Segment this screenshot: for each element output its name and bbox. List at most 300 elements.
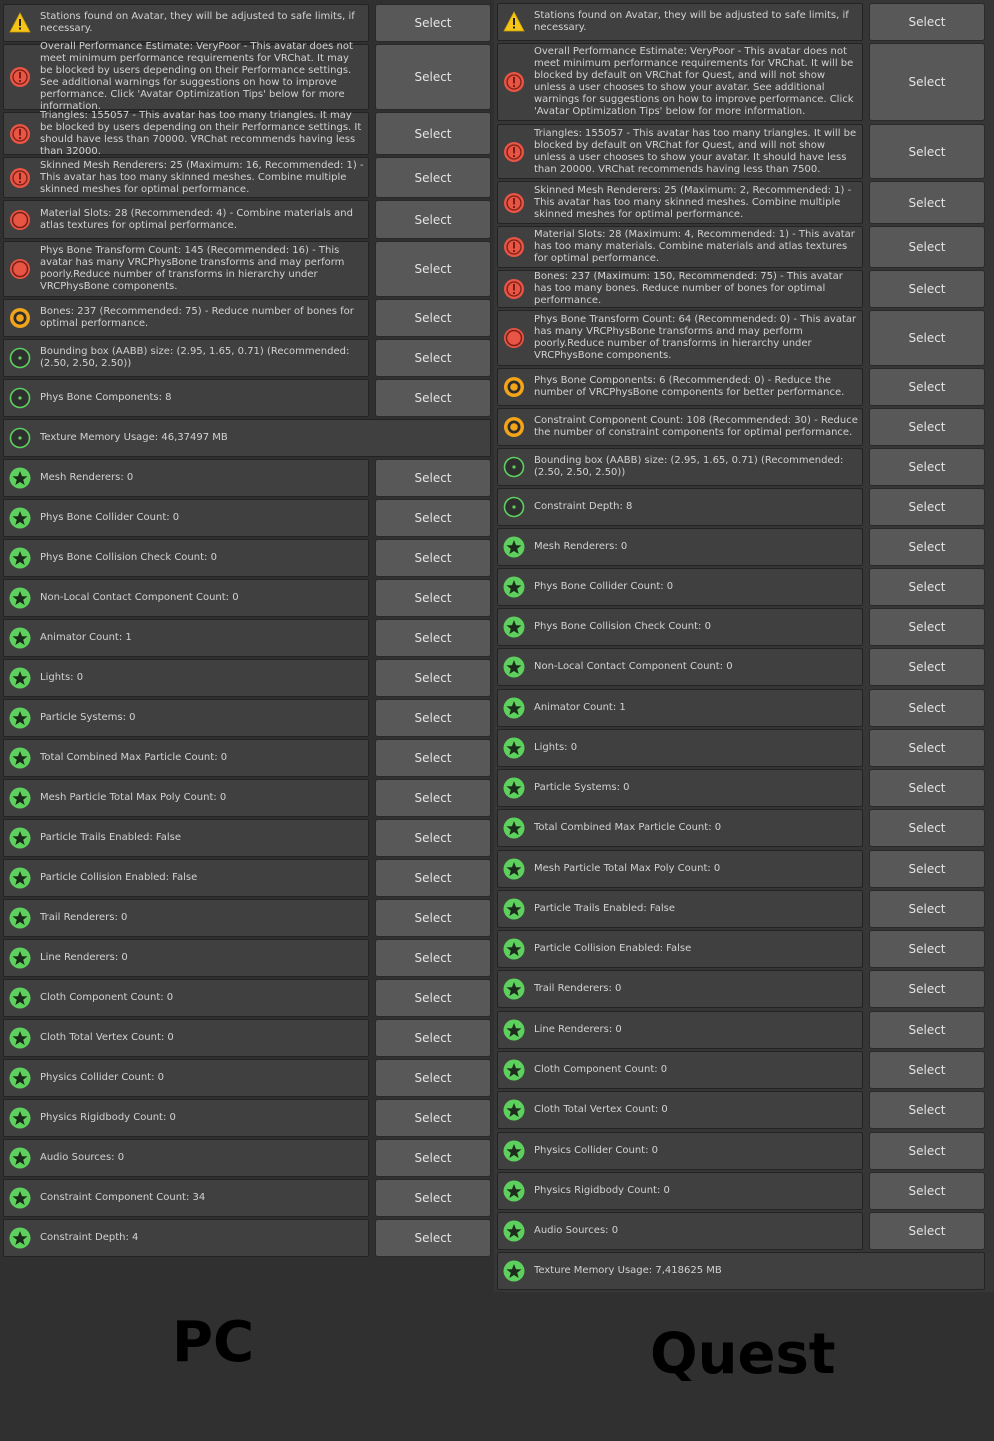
perf-message (497, 890, 863, 928)
perf-row (0, 819, 494, 857)
perf-row (494, 608, 994, 646)
perf-row (0, 1179, 494, 1217)
perf-message (497, 1051, 863, 1089)
perf-message-text: Physics Rigidbody Count: 0 (40, 1112, 176, 1123)
medium-dot-icon (9, 307, 31, 329)
excellent-star-icon (9, 667, 31, 689)
perf-message-text: Skinned Mesh Renderers: 25 (Maximum: 2, Recommended: 1) - This avatar has too many skinned meshes. Combine multiple skinned meshes for optimal performance. (534, 184, 852, 220)
quest-performance-panel (494, 0, 994, 1292)
perf-message-text: Cloth Component Count: 0 (40, 992, 174, 1003)
perf-row (494, 528, 994, 566)
select-button[interactable]: Select (869, 181, 985, 224)
perf-message (3, 1179, 369, 1217)
select-button[interactable]: Select (869, 226, 985, 268)
perf-row (0, 4, 494, 42)
good-ring-icon (9, 347, 31, 369)
perf-message (3, 859, 369, 897)
perf-row (494, 970, 994, 1008)
error-exclamation-icon (503, 141, 525, 163)
perf-row (0, 241, 494, 297)
perf-message (3, 619, 369, 657)
select-button[interactable]: Select (869, 1132, 985, 1170)
perf-row (494, 448, 994, 486)
perf-row (494, 1252, 994, 1290)
perf-row (0, 157, 494, 198)
perf-message (3, 899, 369, 937)
select-button[interactable]: Select (375, 1019, 491, 1057)
perf-message (3, 299, 369, 337)
select-button[interactable]: Select (869, 729, 985, 767)
perf-row (494, 809, 994, 847)
select-button[interactable]: Select (869, 890, 985, 928)
excellent-star-icon (9, 467, 31, 489)
perf-message (497, 809, 863, 847)
warning-icon (503, 11, 525, 33)
perf-row (494, 689, 994, 727)
perf-message (3, 1139, 369, 1177)
perf-message (497, 528, 863, 566)
excellent-star-icon (9, 507, 31, 529)
excellent-star-icon (9, 1227, 31, 1249)
perf-row (494, 890, 994, 928)
perf-message-text: Particle Collision Enabled: False (534, 943, 692, 954)
perf-message-text: Particle Systems: 0 (40, 712, 136, 723)
perf-message-text: Line Renderers: 0 (40, 952, 128, 963)
perf-row (0, 459, 494, 497)
perf-message (3, 1059, 369, 1097)
perf-message (497, 769, 863, 807)
select-button[interactable]: Select (869, 1051, 985, 1089)
perf-message-text: Phys Bone Components: 6 (Recommended: 0) - Reduce the number of VRCPhysBone components for better performance. (534, 375, 845, 398)
perf-message (3, 739, 369, 777)
excellent-star-icon (9, 1187, 31, 1209)
excellent-star-icon (9, 707, 31, 729)
perf-message (497, 729, 863, 767)
perf-message-text: Phys Bone Collider Count: 0 (534, 581, 674, 592)
select-button[interactable]: Select (375, 1219, 491, 1257)
excellent-star-icon (9, 907, 31, 929)
select-button[interactable]: Select (869, 1011, 985, 1049)
perf-message-text: Particle Trails Enabled: False (534, 903, 676, 914)
select-button[interactable]: Select (375, 539, 491, 577)
excellent-star-icon (9, 947, 31, 969)
perf-message (3, 339, 369, 377)
excellent-star-icon (9, 867, 31, 889)
error-exclamation-icon (9, 167, 31, 189)
perf-message-text: Cloth Total Vertex Count: 0 (534, 1104, 668, 1115)
perf-row (494, 270, 994, 308)
perf-message-text: Animator Count: 1 (40, 632, 132, 643)
excellent-star-icon (503, 616, 525, 638)
medium-dot-icon (503, 416, 525, 438)
perf-row (0, 1219, 494, 1257)
perf-message (3, 157, 369, 198)
excellent-star-icon (503, 576, 525, 598)
select-button[interactable]: Select (869, 970, 985, 1008)
perf-row (0, 899, 494, 937)
perf-row (0, 699, 494, 737)
select-button[interactable]: Select (375, 499, 491, 537)
perf-message-text: Total Combined Max Particle Count: 0 (40, 752, 228, 763)
excellent-star-icon (503, 737, 525, 759)
excellent-star-icon (9, 1107, 31, 1129)
perf-row (0, 200, 494, 239)
perf-message (497, 608, 863, 646)
excellent-star-icon (9, 747, 31, 769)
perf-row (494, 226, 994, 268)
perf-row (494, 181, 994, 224)
select-button[interactable]: Select (869, 689, 985, 727)
select-button[interactable]: Select (375, 899, 491, 937)
perf-message (497, 1132, 863, 1170)
perf-message (497, 270, 863, 308)
perf-message-text: Audio Sources: 0 (534, 1225, 619, 1236)
perf-message (3, 699, 369, 737)
select-button[interactable]: Select (375, 299, 491, 337)
perf-message-text: Total Combined Max Particle Count: 0 (534, 822, 722, 833)
perf-message-text: Overall Performance Estimate: VeryPoor - This avatar does not meet minimum performance requirements for VRChat. It will be blocked by default on VRChat for Quest, and will not show unless a user chooses to show your avatar. See additional warnings for suggestions on how to improve performance. Click 'Avatar Optimization Tips' below for more information. (534, 46, 854, 117)
select-button[interactable]: Select (869, 448, 985, 486)
perf-row (494, 1091, 994, 1129)
perf-message-text: Phys Bone Transform Count: 64 (Recommended: 0) - This avatar has many VRCPhysBone transforms and may perform poorly.Reduce number of transforms in hierarchy under VRCPhysBone components. (534, 314, 857, 361)
perf-message (497, 1172, 863, 1210)
perf-row (0, 1019, 494, 1057)
perf-row (0, 339, 494, 377)
good-ring-icon (9, 387, 31, 409)
perf-message (497, 488, 863, 526)
excellent-star-icon (9, 787, 31, 809)
perf-message (497, 1011, 863, 1049)
perf-message-text: Bones: 237 (Recommended: 75) - Reduce number of bones for optimal performance. (40, 306, 354, 329)
perf-message (3, 539, 369, 577)
perf-row (494, 930, 994, 968)
perf-row (0, 979, 494, 1017)
select-button[interactable]: Select (375, 1099, 491, 1137)
perf-message (3, 499, 369, 537)
error-exclamation-icon (503, 236, 525, 258)
perf-message-text: Particle Collision Enabled: False (40, 872, 198, 883)
good-ring-icon (503, 496, 525, 518)
perf-row (494, 368, 994, 406)
perf-message-text: Physics Collider Count: 0 (40, 1072, 164, 1083)
perf-row (494, 1172, 994, 1210)
perf-message (497, 970, 863, 1008)
excellent-star-icon (503, 817, 525, 839)
select-button[interactable]: Select (375, 112, 491, 155)
select-button[interactable]: Select (869, 124, 985, 179)
perf-message (3, 819, 369, 857)
excellent-star-icon (503, 656, 525, 678)
perf-row (494, 3, 994, 41)
perf-message (3, 379, 369, 417)
perf-message-text: Texture Memory Usage: 46,37497 MB (40, 432, 228, 443)
perf-row (494, 729, 994, 767)
perf-message (497, 930, 863, 968)
select-button[interactable]: Select (869, 1091, 985, 1129)
perf-message-text: Phys Bone Components: 8 (40, 392, 172, 403)
perf-row (0, 659, 494, 697)
select-button[interactable]: Select (375, 379, 491, 417)
quest-label: Quest (650, 1322, 836, 1387)
perf-message (497, 408, 863, 446)
perf-row (0, 109, 494, 157)
perf-row (494, 408, 994, 446)
perf-row (494, 568, 994, 606)
excellent-star-icon (503, 1260, 525, 1282)
error-exclamation-icon (503, 71, 525, 93)
excellent-star-icon (9, 987, 31, 1009)
perf-row (494, 1011, 994, 1049)
good-ring-icon (503, 456, 525, 478)
error-exclamation-icon (503, 278, 525, 300)
perf-message-text: Bounding box (AABB) size: (2.95, 1.65, 0.71) (Recommended: (2.50, 2.50, 2.50)) (40, 346, 350, 369)
perf-message (3, 1019, 369, 1057)
select-button[interactable]: Select (869, 43, 985, 121)
select-button[interactable]: Select (375, 939, 491, 977)
select-button[interactable]: Select (375, 859, 491, 897)
perf-row (494, 488, 994, 526)
select-button[interactable]: Select (375, 1059, 491, 1097)
perf-row (0, 1099, 494, 1137)
perf-message-text: Triangles: 155057 - This avatar has too many triangles. It may be blocked by users depending on their Performance settings. It should have less than 70000. VRChat recommends having less than 32000. (40, 109, 362, 157)
perf-message (497, 1212, 863, 1250)
select-button[interactable]: Select (869, 850, 985, 888)
excellent-star-icon (9, 827, 31, 849)
perf-row (494, 769, 994, 807)
perf-message-text: Mesh Renderers: 0 (534, 541, 628, 552)
perf-message-text: Texture Memory Usage: 7,418625 MB (534, 1265, 722, 1276)
excellent-star-icon (9, 627, 31, 649)
perf-message (497, 850, 863, 888)
perf-row (0, 739, 494, 777)
perf-message (3, 200, 369, 239)
error-exclamation-icon (9, 66, 31, 88)
perf-message (3, 41, 369, 112)
excellent-star-icon (503, 858, 525, 880)
perf-message (497, 181, 863, 224)
perf-row (0, 939, 494, 977)
error-exclamation-icon (9, 123, 31, 145)
select-button[interactable]: Select (375, 979, 491, 1017)
select-button[interactable]: Select (375, 4, 491, 42)
perf-message-text: Phys Bone Transform Count: 145 (Recommended: 16) - This avatar has many VRCPhysBone transforms and may perform poorly.Reduce number of transforms in hierarchy under VRCPhysBone components. (40, 245, 345, 292)
perf-message-text: Constraint Component Count: 34 (40, 1192, 206, 1203)
perf-message (3, 241, 369, 297)
excellent-star-icon (9, 1147, 31, 1169)
select-button[interactable]: Select (375, 157, 491, 198)
perf-message (497, 226, 863, 268)
perf-message-text: Lights: 0 (534, 742, 578, 753)
select-button[interactable]: Select (375, 779, 491, 817)
perf-message (3, 659, 369, 697)
excellent-star-icon (503, 1180, 525, 1202)
perf-message-text: Bones: 237 (Maximum: 150, Recommended: 75) - This avatar has too many bones. Reduce number of bones for optimal performance. (534, 271, 843, 306)
select-button[interactable]: Select (869, 270, 985, 308)
perf-row (494, 648, 994, 686)
perf-row (494, 310, 994, 366)
perf-message (3, 109, 369, 157)
excellent-star-icon (503, 1099, 525, 1121)
perf-message-text: Lights: 0 (40, 672, 84, 683)
select-button[interactable]: Select (375, 659, 491, 697)
perf-message-text: Constraint Component Count: 108 (Recommended: 30) - Reduce the number of constraint components for optimal performance. (534, 415, 858, 438)
select-button[interactable]: Select (869, 568, 985, 606)
perf-message-text: Trail Renderers: 0 (534, 983, 622, 994)
perf-row (0, 419, 494, 457)
perf-message-text: Audio Sources: 0 (40, 1152, 125, 1163)
perf-message-text: Cloth Component Count: 0 (534, 1064, 668, 1075)
perf-message-text: Material Slots: 28 (Maximum: 4, Recommended: 1) - This avatar has too many materials. Combine materials and atlas textures for optimal performance. (534, 229, 855, 264)
select-button[interactable]: Select (375, 1179, 491, 1217)
select-button[interactable]: Select (869, 488, 985, 526)
select-button[interactable]: Select (375, 699, 491, 737)
perf-message (497, 648, 863, 686)
perf-row (494, 43, 994, 121)
select-button[interactable]: Select (375, 579, 491, 617)
perf-message (3, 4, 369, 42)
very-poor-ring-icon (503, 327, 525, 349)
perf-message-text: Physics Rigidbody Count: 0 (534, 1185, 670, 1196)
perf-row (494, 1212, 994, 1250)
perf-row (0, 579, 494, 617)
excellent-star-icon (503, 938, 525, 960)
perf-message (497, 1252, 985, 1290)
perf-message (3, 1099, 369, 1137)
perf-row (0, 619, 494, 657)
perf-message-text: Mesh Particle Total Max Poly Count: 0 (40, 792, 227, 803)
perf-row (0, 379, 494, 417)
select-button[interactable]: Select (869, 809, 985, 847)
select-button[interactable]: Select (375, 459, 491, 497)
perf-message (3, 579, 369, 617)
perf-message (497, 43, 863, 121)
medium-dot-icon (503, 376, 525, 398)
perf-row (494, 1051, 994, 1089)
perf-row (494, 124, 994, 179)
perf-message (3, 779, 369, 817)
perf-row (0, 41, 494, 112)
perf-message-text: Particle Systems: 0 (534, 782, 630, 793)
perf-message-text: Constraint Depth: 4 (40, 1232, 139, 1243)
select-button[interactable]: Select (869, 408, 985, 446)
perf-message (497, 3, 863, 41)
select-button[interactable]: Select (375, 819, 491, 857)
perf-message-text: Mesh Particle Total Max Poly Count: 0 (534, 863, 721, 874)
select-button[interactable]: Select (375, 241, 491, 297)
select-button[interactable]: Select (869, 769, 985, 807)
perf-message (3, 939, 369, 977)
excellent-star-icon (503, 978, 525, 1000)
select-button[interactable]: Select (869, 1212, 985, 1250)
select-button[interactable]: Select (375, 339, 491, 377)
perf-message-text: Physics Collider Count: 0 (534, 1145, 658, 1156)
perf-row (0, 859, 494, 897)
perf-message-text: Phys Bone Collision Check Count: 0 (534, 621, 711, 632)
perf-message (3, 459, 369, 497)
perf-message-text: Phys Bone Collision Check Count: 0 (40, 552, 217, 563)
select-button[interactable]: Select (869, 368, 985, 406)
perf-message-text: Trail Renderers: 0 (40, 912, 128, 923)
perf-message-text: Constraint Depth: 8 (534, 501, 633, 512)
perf-message-text: Phys Bone Collider Count: 0 (40, 512, 180, 523)
perf-message (497, 689, 863, 727)
very-poor-ring-icon (9, 209, 31, 231)
excellent-star-icon (503, 898, 525, 920)
perf-message-text: Overall Performance Estimate: VeryPoor - This avatar does not meet minimum performance requirements for VRChat. It may be blocked by users depending on their Performance settings. See additional warnings for suggestions on how to improve performance. Click 'Avatar Optimization Tips' below for more information. (40, 41, 353, 112)
perf-message (3, 419, 491, 457)
perf-message (497, 568, 863, 606)
select-button[interactable]: Select (869, 528, 985, 566)
excellent-star-icon (9, 587, 31, 609)
excellent-star-icon (503, 1059, 525, 1081)
perf-message-text: Skinned Mesh Renderers: 25 (Maximum: 16, Recommended: 1) - This avatar has too many skinned meshes. Combine multiple skinned meshes for optimal performance. (40, 159, 364, 195)
perf-row (0, 779, 494, 817)
excellent-star-icon (503, 1019, 525, 1041)
perf-message-text: Cloth Total Vertex Count: 0 (40, 1032, 174, 1043)
perf-message (3, 1219, 369, 1257)
select-button[interactable]: Select (869, 3, 985, 41)
perf-message-text: Non-Local Contact Component Count: 0 (534, 661, 733, 672)
perf-message-text: Bounding box (AABB) size: (2.95, 1.65, 0.71) (Recommended: (2.50, 2.50, 2.50)) (534, 455, 844, 478)
perf-message-text: Stations found on Avatar, they will be adjusted to safe limits, if necessary. (534, 10, 849, 33)
perf-row (0, 539, 494, 577)
perf-message-text: Line Renderers: 0 (534, 1024, 622, 1035)
perf-message (3, 979, 369, 1017)
perf-row (0, 299, 494, 337)
perf-message-text: Stations found on Avatar, they will be adjusted to safe limits, if necessary. (40, 11, 355, 34)
perf-message-text: Particle Trails Enabled: False (40, 832, 182, 843)
select-button[interactable]: Select (375, 200, 491, 239)
select-button[interactable]: Select (375, 739, 491, 777)
perf-message (497, 310, 863, 366)
excellent-star-icon (503, 536, 525, 558)
select-button[interactable]: Select (869, 608, 985, 646)
excellent-star-icon (503, 1140, 525, 1162)
select-button[interactable]: Select (869, 930, 985, 968)
perf-row (0, 499, 494, 537)
perf-message (497, 124, 863, 179)
perf-message (497, 448, 863, 486)
select-button[interactable]: Select (375, 44, 491, 110)
perf-message-text: Triangles: 155057 - This avatar has too many triangles. It will be blocked by default on VRChat for Quest, and will not show unless a user chooses to show your avatar. It should have less than 20000. VRChat recommends having less than 7500. (534, 127, 857, 175)
perf-row (0, 1059, 494, 1097)
excellent-star-icon (503, 697, 525, 719)
pc-label: PC (172, 1310, 255, 1375)
select-button[interactable]: Select (869, 310, 985, 366)
good-ring-icon (9, 427, 31, 449)
perf-row (494, 850, 994, 888)
excellent-star-icon (9, 547, 31, 569)
select-button[interactable]: Select (869, 648, 985, 686)
select-button[interactable]: Select (869, 1172, 985, 1210)
perf-message-text: Non-Local Contact Component Count: 0 (40, 592, 239, 603)
perf-message-text: Animator Count: 1 (534, 702, 626, 713)
perf-message-text: Mesh Renderers: 0 (40, 472, 134, 483)
very-poor-ring-icon (9, 258, 31, 280)
warning-icon (9, 12, 31, 34)
perf-message (497, 368, 863, 406)
excellent-star-icon (503, 777, 525, 799)
perf-row (0, 1139, 494, 1177)
select-button[interactable]: Select (375, 1139, 491, 1177)
excellent-star-icon (9, 1067, 31, 1089)
select-button[interactable]: Select (375, 619, 491, 657)
error-exclamation-icon (503, 192, 525, 214)
perf-message (497, 1091, 863, 1129)
excellent-star-icon (503, 1220, 525, 1242)
perf-message-text: Material Slots: 28 (Recommended: 4) - Combine materials and atlas textures for optimal performance. (40, 207, 353, 231)
excellent-star-icon (9, 1027, 31, 1049)
